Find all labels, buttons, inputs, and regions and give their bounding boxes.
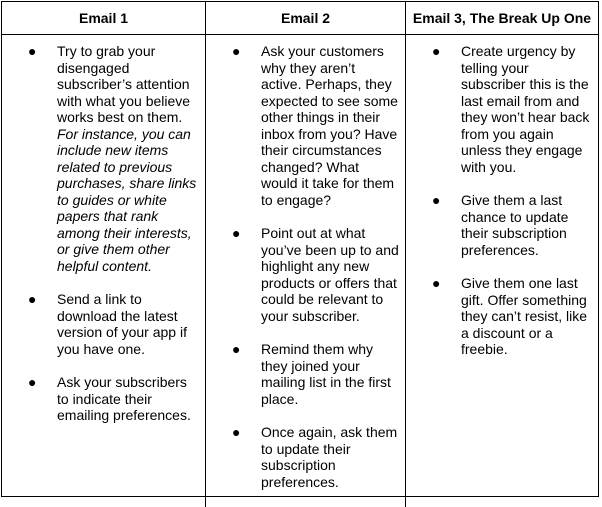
bullet-icon: ● xyxy=(232,341,241,357)
list-item xyxy=(2,374,205,424)
list-item xyxy=(406,192,598,258)
list-item-italic-text: For instance, you can include new items related to previous purchases, share links to guides or white papers that rank among their interests, or give them other helpful content. xyxy=(57,125,197,274)
list-item-text: Give them one last gift. Offer something they can’t resist, like a discount or a freebie. xyxy=(461,275,588,357)
email-1-list xyxy=(2,43,205,424)
list-item-text: Ask your customers why they aren’t active. Perhaps, they expected to see some other things in their inbox from you? Have their circumstances changed? What would it take for them to engage? xyxy=(261,43,398,208)
list-item-text: Create urgency by telling your subscriber this is the last email from and they won’t hear back from you again unless they engage with you. xyxy=(461,43,590,175)
email-2-cell xyxy=(205,35,405,507)
column-header-email-1: Email 1 xyxy=(2,2,205,35)
email-3-cell xyxy=(405,35,598,507)
list-item xyxy=(206,341,405,407)
email-sequence-table xyxy=(1,1,599,497)
list-item xyxy=(406,43,598,175)
list-item-text: Once again, ask them to update their subscription preferences. xyxy=(261,424,398,490)
bullet-icon: ● xyxy=(232,225,241,241)
bullet-icon: ● xyxy=(432,275,441,291)
list-item xyxy=(206,225,405,324)
list-item-text: Ask your subscribers to indicate their emailing preferences. xyxy=(57,374,191,423)
list-item-text: Remind them why they joined your mailing list in the first place. xyxy=(261,341,391,407)
list-item-text: Try to grab your disengaged subscriber’s attention with what you believe works best on them. xyxy=(57,43,191,125)
list-item xyxy=(206,424,405,490)
list-item-text: Send a link to download the latest version of your app if you have one. xyxy=(57,291,187,357)
bullet-icon: ● xyxy=(432,43,441,59)
bullet-icon: ● xyxy=(28,374,37,390)
bullet-icon: ● xyxy=(28,43,37,59)
bullet-icon: ● xyxy=(28,291,37,307)
list-item xyxy=(206,43,405,208)
bullet-icon: ● xyxy=(232,43,241,59)
email-2-list xyxy=(206,43,405,490)
column-header-email-3: Email 3, The Break Up One xyxy=(405,2,598,35)
list-item xyxy=(406,275,598,358)
list-item-text: Point out at what you’ve been up to and highlight any new products or offers that could be relevant to your subscriber. xyxy=(261,225,399,324)
column-header-email-2: Email 2 xyxy=(205,2,405,35)
list-item xyxy=(2,43,205,274)
bullet-icon: ● xyxy=(432,192,441,208)
bullet-icon: ● xyxy=(232,424,241,440)
email-3-list xyxy=(406,43,598,358)
list-item xyxy=(2,291,205,357)
email-1-cell xyxy=(2,35,205,507)
list-item-text: Give them a last chance to update their subscription preferences. xyxy=(461,192,569,258)
